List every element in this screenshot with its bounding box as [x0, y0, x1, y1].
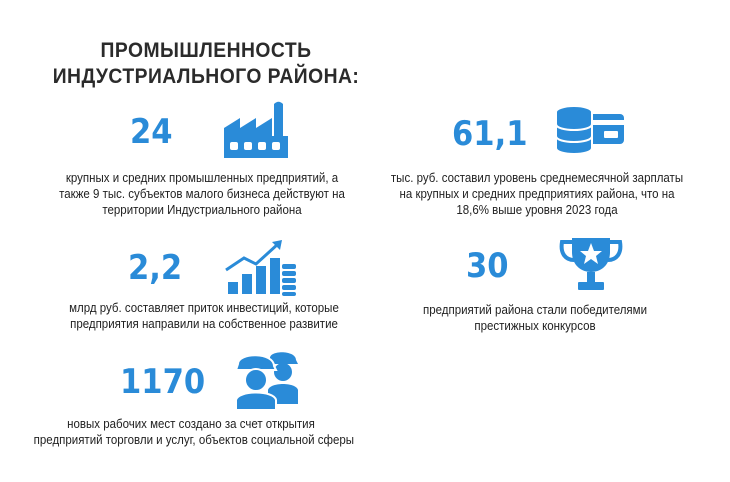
- investments-line-2: предприятия направили на собственное развитие: [70, 317, 338, 331]
- winners-line-1: предприятий района стали победителями: [422, 303, 647, 317]
- investments-value: 2,2: [128, 248, 183, 288]
- jobs-description: [33, 416, 355, 448]
- investments-line-1: млрд руб. составляет приток инвестиций, которые: [69, 301, 339, 315]
- salary-line-1: тыс. руб. составил уровень среднемесячной зарплаты: [390, 171, 684, 185]
- page-title: [16, 38, 395, 90]
- workers-hardhat-icon: [226, 346, 302, 412]
- jobs-line-2: предприятий торговли и услуг, объектов социальной сферы: [33, 433, 355, 447]
- winners-description: [411, 302, 659, 334]
- title-line-2: ИНДУСТРИАЛЬНОГО РАЙОНА:: [52, 65, 360, 88]
- enterprises-description: [53, 170, 351, 218]
- salary-value: 61,1: [452, 114, 528, 154]
- trophy-icon: [556, 234, 626, 296]
- coins-card-icon: [552, 104, 628, 160]
- enterprises-line-3: территории Индустриального района: [102, 203, 302, 217]
- jobs-value: 1170: [120, 362, 206, 402]
- winners-value: 30: [466, 246, 509, 286]
- salary-description: [376, 170, 698, 218]
- salary-line-2: на крупных и средних предприятиях района, что на: [399, 187, 675, 201]
- jobs-line-1: новых рабочих мест создано за счет открытия: [67, 417, 315, 431]
- investments-description: [55, 300, 353, 332]
- title-line-1: ПРОМЫШЛЕННОСТЬ: [100, 39, 312, 62]
- winners-line-2: престижных конкурсов: [474, 319, 596, 333]
- enterprises-value: 24: [130, 112, 173, 152]
- enterprises-line-1: крупных и средних промышленных предприятий, а: [65, 171, 339, 185]
- enterprises-line-2: также 9 тыс. субъектов малого бизнеса действуют на: [59, 187, 345, 201]
- salary-line-3: 18,6% выше уровня 2023 года: [456, 203, 618, 217]
- factory-icon: [222, 100, 294, 162]
- growth-chart-coins-icon: [222, 236, 298, 298]
